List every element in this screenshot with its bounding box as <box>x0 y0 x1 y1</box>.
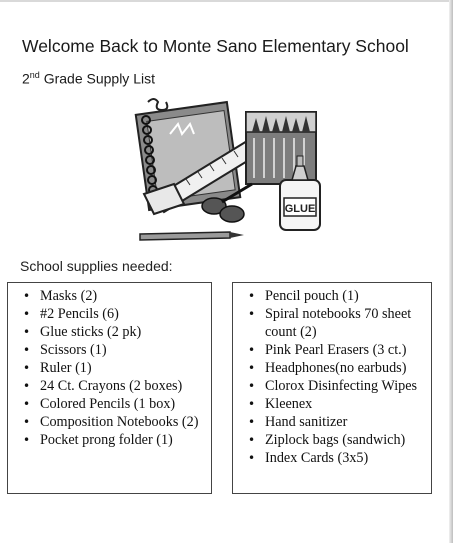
list-item: • Pencil pouch (1) <box>247 287 427 305</box>
pencil-icon <box>140 232 244 240</box>
supplies-heading: School supplies needed: <box>20 258 173 274</box>
list-item: • Pink Pearl Erasers (3 ct.) <box>247 341 427 359</box>
top-border <box>0 0 453 2</box>
list-item: • Index Cards (3x5) <box>247 449 427 467</box>
list-item: • Headphones(no earbuds) <box>247 359 427 377</box>
page-title: Welcome Back to Monte Sano Elementary School <box>22 36 409 56</box>
page-edge-shadow <box>449 0 453 543</box>
list-item: • Clorox Disinfecting Wipes <box>247 377 427 395</box>
supplies-list-left <box>7 282 212 494</box>
list-item: • Scissors (1) <box>22 341 207 359</box>
list-item: • Composition Notebooks (2) <box>22 413 207 431</box>
list-item: • Pocket prong folder (1) <box>22 431 207 449</box>
list-item: • Colored Pencils (1 box) <box>22 395 207 413</box>
list-item: • Kleenex <box>247 395 427 413</box>
list-item: • Glue sticks (2 pk) <box>22 323 207 341</box>
list-item: • 24 Ct. Crayons (2 boxes) <box>22 377 207 395</box>
list-item: • #2 Pencils (6) <box>22 305 207 323</box>
glue-label: GLUE <box>284 203 316 215</box>
list-item: • Ziplock bags (sandwich) <box>247 431 427 449</box>
list-item: • Ruler (1) <box>22 359 207 377</box>
grade-supply-list-heading <box>22 70 155 87</box>
grade-number: 2 <box>22 70 30 87</box>
grade-suffix: nd <box>29 70 40 80</box>
list-item: • Hand sanitizer <box>247 413 427 431</box>
list-item: • Spiral notebooks 70 sheet count (2) <box>247 305 427 341</box>
supplies-list-right <box>232 282 432 494</box>
list-item: • Masks (2) <box>22 287 207 305</box>
grade-rest: Grade Supply List <box>39 70 155 87</box>
school-supplies-clipart <box>134 94 324 246</box>
